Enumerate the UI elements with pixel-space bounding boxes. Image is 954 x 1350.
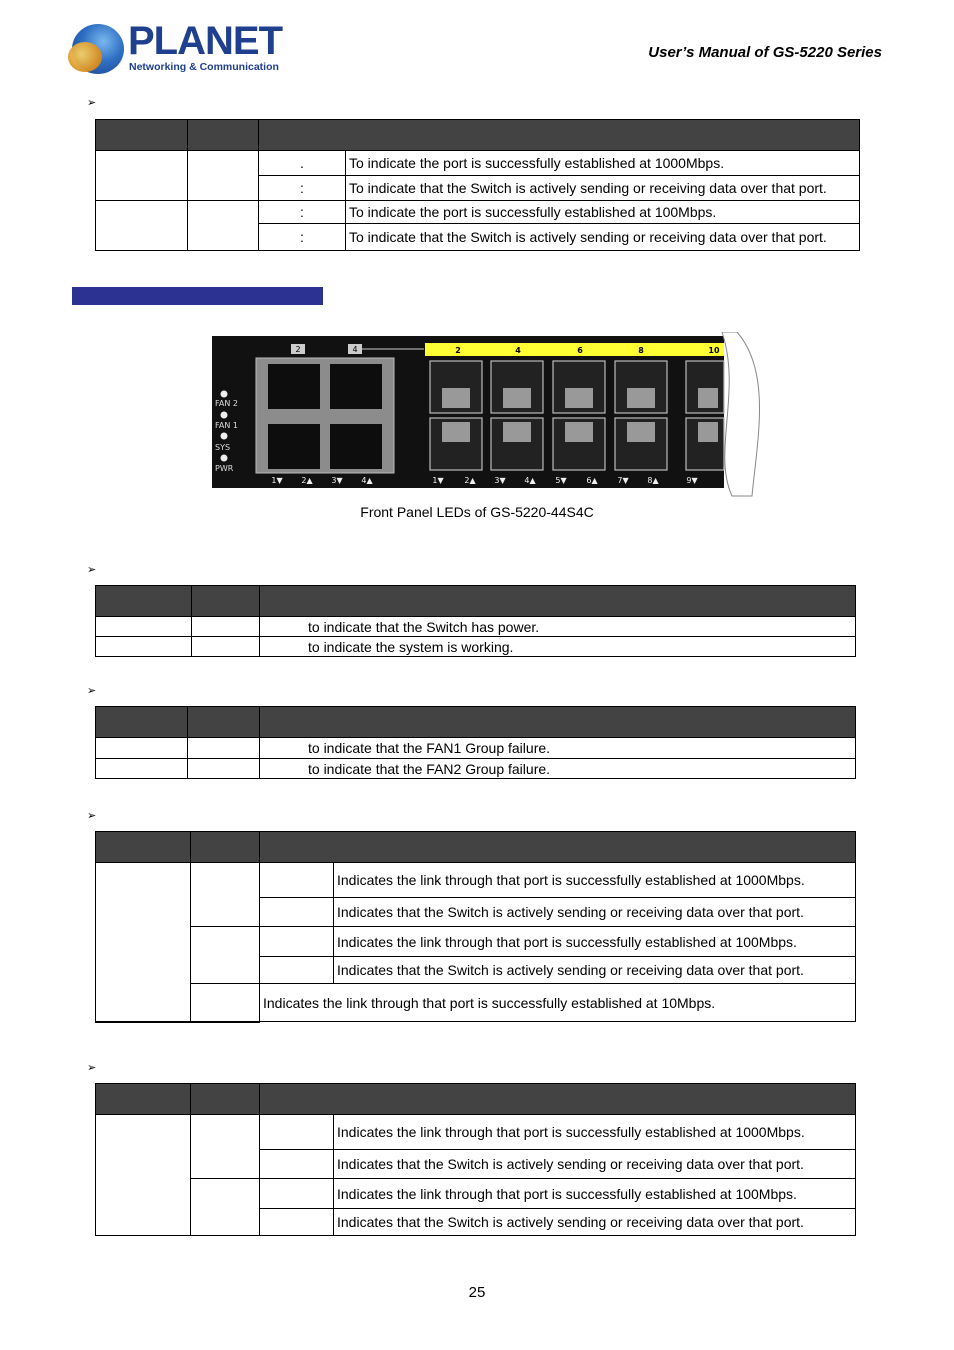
led-label-pwr: PWR	[215, 464, 234, 473]
port-number-label: 2▲	[301, 476, 313, 485]
description-cell: Indicates the link through that port is successfully established at 1000Mbps.	[334, 863, 856, 898]
sfp-number-label: 6▲	[586, 476, 598, 485]
table-row	[96, 201, 860, 224]
sfp-number-label: 9▼	[686, 476, 698, 485]
description-cell: Indicates that the Switch is actively sending or receiving data over that port.	[334, 957, 856, 984]
description-cell: to indicate the system is working.	[260, 637, 856, 657]
state-cell: :	[259, 224, 346, 251]
table-row	[96, 151, 860, 176]
description-cell: to indicate that the FAN1 Group failure.	[260, 738, 856, 759]
combo-port-label: 2	[295, 345, 301, 354]
manual-title: User’s Manual of GS-5220 Series	[648, 44, 882, 61]
sfp-port-label: 10	[708, 346, 720, 355]
description-cell: Indicates the link through that port is successfully established at 100Mbps.	[334, 1179, 856, 1209]
table-row	[96, 984, 856, 1022]
state-cell: :	[259, 176, 346, 201]
logo-tagline: Networking & Communication	[129, 61, 279, 73]
bullet-arrow-icon: ➢	[87, 97, 97, 109]
port-number-label: 3▼	[331, 476, 343, 485]
port-number-label: 1▼	[271, 476, 283, 485]
table-row	[96, 863, 856, 898]
table-row	[96, 637, 856, 657]
description-cell: Indicates the link through that port is successfully established at 100Mbps.	[334, 927, 856, 957]
description-cell: Indicates the link through that port is successfully established at 1000Mbps.	[334, 1115, 856, 1150]
port-number-label: 4▲	[361, 476, 373, 485]
combo-port-label: 4	[352, 345, 358, 354]
table-header-row	[96, 1084, 856, 1115]
bullet-arrow-icon: ➢	[87, 810, 97, 822]
page-number: 25	[468, 1284, 486, 1301]
sfp-number-label: 3▼	[494, 476, 506, 485]
front-panel-image	[212, 332, 768, 498]
description-cell: To indicate that the Switch is actively sending or receiving data over that port.	[346, 224, 860, 251]
led-label-fan1: FAN 1	[215, 421, 238, 430]
sfp-port-label: 6	[577, 346, 583, 355]
table-row	[96, 1179, 856, 1209]
description-cell: to indicate that the Switch has power.	[260, 617, 856, 637]
sfp-port-label: 2	[455, 346, 461, 355]
table-row	[96, 738, 856, 759]
sfp-number-label: 4▲	[524, 476, 536, 485]
sfp-number-label: 5▼	[555, 476, 567, 485]
bullet-arrow-icon: ➢	[87, 1062, 97, 1074]
description-cell: Indicates that the Switch is actively sending or receiving data over that port.	[334, 1150, 856, 1179]
fan-led-table	[95, 706, 856, 779]
state-cell: .	[259, 151, 346, 176]
table-header-row	[96, 832, 856, 863]
led-label-sys: SYS	[215, 443, 231, 452]
bullet-arrow-icon: ➢	[87, 685, 97, 697]
sfp-number-label: 8▲	[647, 476, 659, 485]
table-header-row	[96, 586, 856, 617]
description-cell: Indicates that the Switch is actively sending or receiving data over that port.	[334, 1209, 856, 1236]
table-row	[96, 617, 856, 637]
copper-port-led-table	[95, 831, 856, 1023]
description-cell: To indicate that the Switch is actively sending or receiving data over that port.	[346, 176, 860, 201]
bullet-arrow-icon: ➢	[87, 564, 97, 576]
description-cell: To indicate the port is successfully established at 1000Mbps.	[346, 151, 860, 176]
table-header-row	[96, 707, 856, 738]
sfp-port-label: 8	[638, 346, 644, 355]
globe-icon	[72, 24, 124, 74]
table-header-row	[96, 120, 860, 151]
state-cell: :	[259, 201, 346, 224]
sfp-number-label: 1▼	[432, 476, 444, 485]
led-label-fan2: FAN 2	[215, 399, 238, 408]
description-cell: Indicates that the Switch is actively sending or receiving data over that port.	[334, 898, 856, 927]
sfp-number-label: 7▼	[617, 476, 629, 485]
table-row	[96, 1115, 856, 1150]
system-led-table	[95, 585, 856, 657]
sfp-number-label: 2▲	[464, 476, 476, 485]
section-heading-bar	[72, 287, 323, 305]
table-row	[96, 759, 856, 779]
table-row	[96, 927, 856, 957]
description-cell: to indicate that the FAN2 Group failure.	[260, 759, 856, 779]
logo-word: PLANET	[128, 19, 282, 63]
sfp-port-led-table	[95, 1083, 856, 1236]
port-led-table-1	[95, 119, 860, 251]
description-cell: To indicate the port is successfully established at 100Mbps.	[346, 201, 860, 224]
description-cell: Indicates the link through that port is successfully established at 10Mbps.	[260, 984, 856, 1022]
figure-caption: Front Panel LEDs of GS-5220-44S4C	[360, 504, 594, 520]
sfp-port-label: 4	[515, 346, 521, 355]
